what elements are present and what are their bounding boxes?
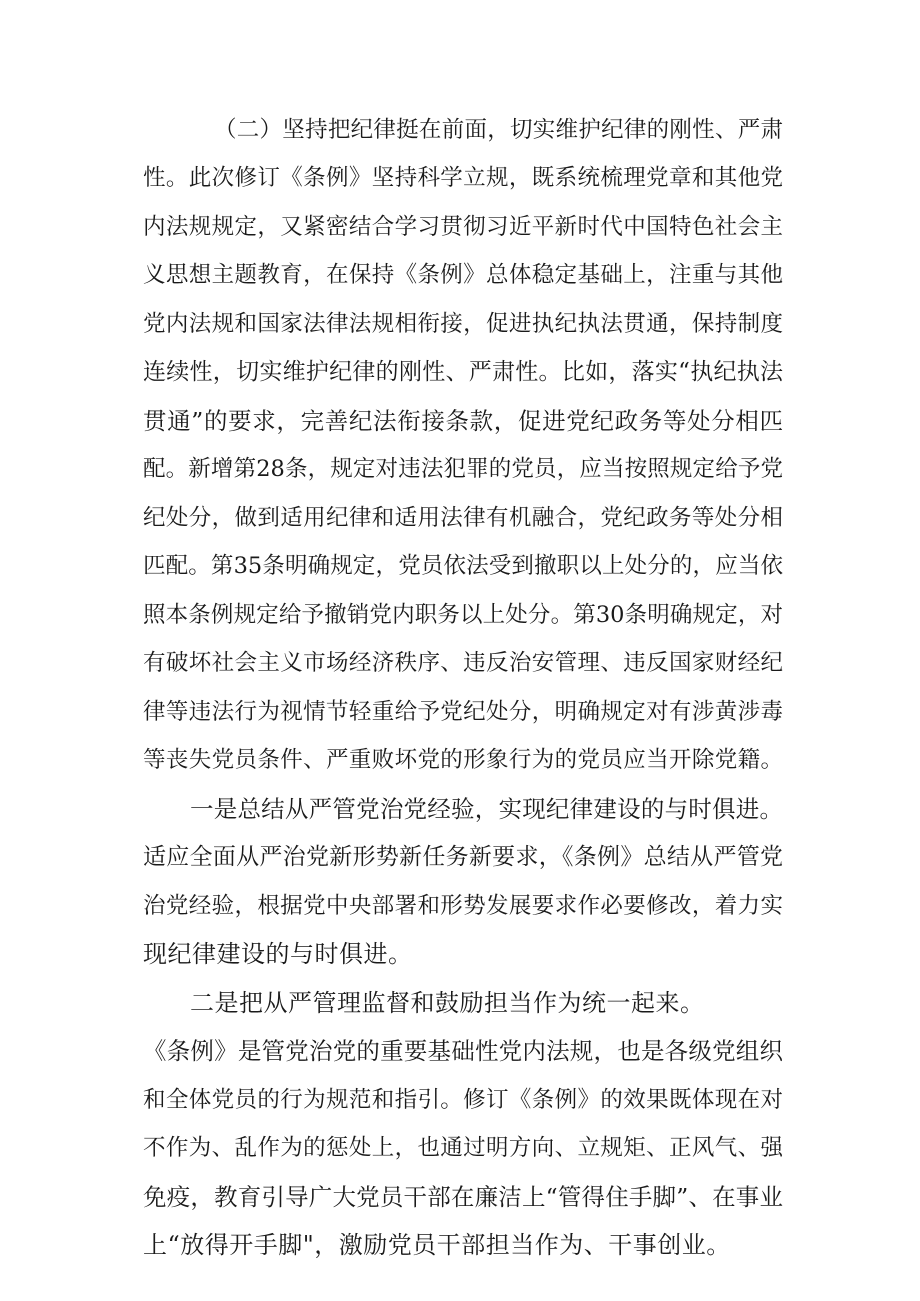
paragraph-1-line-5: 党内法规和国家法律法规相衔接，促进执纪执法贯通，保持制度	[143, 311, 783, 337]
paragraph-1-line-12: 有破坏社会主义市场经济秩序、违反治安管理、违反国家财经纪	[143, 650, 783, 676]
paragraph-2-line-2: 适应全面从严治党新形势新任务新要求，《条例》总结从严管党	[143, 844, 783, 870]
paragraph-3-line-3: 和全体党员的行为规范和指引。修订《条例》的效果既体现在对	[143, 1087, 783, 1113]
paragraph-1-line-4: 义思想主题教育，在保持《条例》总体稳定基础上，注重与其他	[143, 262, 783, 288]
paragraph-1-line-6: 连续性，切实维护纪律的刚性、严肃性。比如，落实“执纪执法	[143, 359, 783, 385]
paragraph-2-line-1: 一是总结从严管党治党经验，实现纪律建设的与时俱进。	[190, 795, 783, 823]
paragraph-2-line-3: 治党经验，根据党中央部署和形势发展要求作必要修改，着力实	[143, 893, 783, 919]
paragraph-1-line-7: 贯通”的要求，完善纪法衔接条款，促进党纪政务等处分相匹	[143, 407, 783, 435]
paragraph-3-line-1: 二是把从严管理监督和鼓励担当作为统一起来。	[190, 989, 705, 1017]
paragraph-1-line-8: 配。新增第28条，规定对违法犯罪的党员，应当按照规定给予党	[143, 456, 783, 482]
paragraph-1-line-3: 内法规规定，又紧密结合学习贯彻习近平新时代中国特色社会主	[143, 214, 783, 240]
paragraph-1-line-2: 性。此次修订《条例》坚持科学立规，既系统梳理党章和其他党	[143, 165, 783, 191]
paragraph-3-line-2: 《条例》是管党治党的重要基础性党内法规，也是各级党组织	[143, 1037, 783, 1065]
paragraph-3-line-6: 上“放得开手脚"，激励党员干部担当作为、干事创业。	[143, 1231, 731, 1259]
paragraph-1-line-10: 匹配。第35条明确规定，党员依法受到撤职以上处分的，应当依	[143, 553, 783, 579]
paragraph-1-line-1: （二）坚持把纪律挺在前面，切实维护纪律的刚性、严肃	[214, 117, 783, 143]
paragraph-1-line-9: 纪处分，做到适用纪律和适用法律有机融合，党纪政务等处分相	[143, 505, 783, 531]
paragraph-3-line-5: 免疫，教育引导广大党员干部在廉洁上“管得住手脚”、在事业	[143, 1183, 783, 1211]
paragraph-1-line-13: 律等违法行为视情节轻重给予党纪处分，明确规定对有涉黄涉毒	[143, 699, 783, 725]
paragraph-1-line-14: 等丧失党员条件、严重败坏党的形象行为的党员应当开除党籍。	[143, 747, 783, 773]
paragraph-1-line-11: 照本条例规定给予撤销党内职务以上处分。第30条明确规定，对	[143, 602, 783, 628]
paragraph-3-line-4: 不作为、乱作为的惩处上，也通过明方向、立规矩、正风气、强	[143, 1135, 783, 1161]
paragraph-2-line-4: 现纪律建设的与时俱进。	[143, 940, 413, 968]
